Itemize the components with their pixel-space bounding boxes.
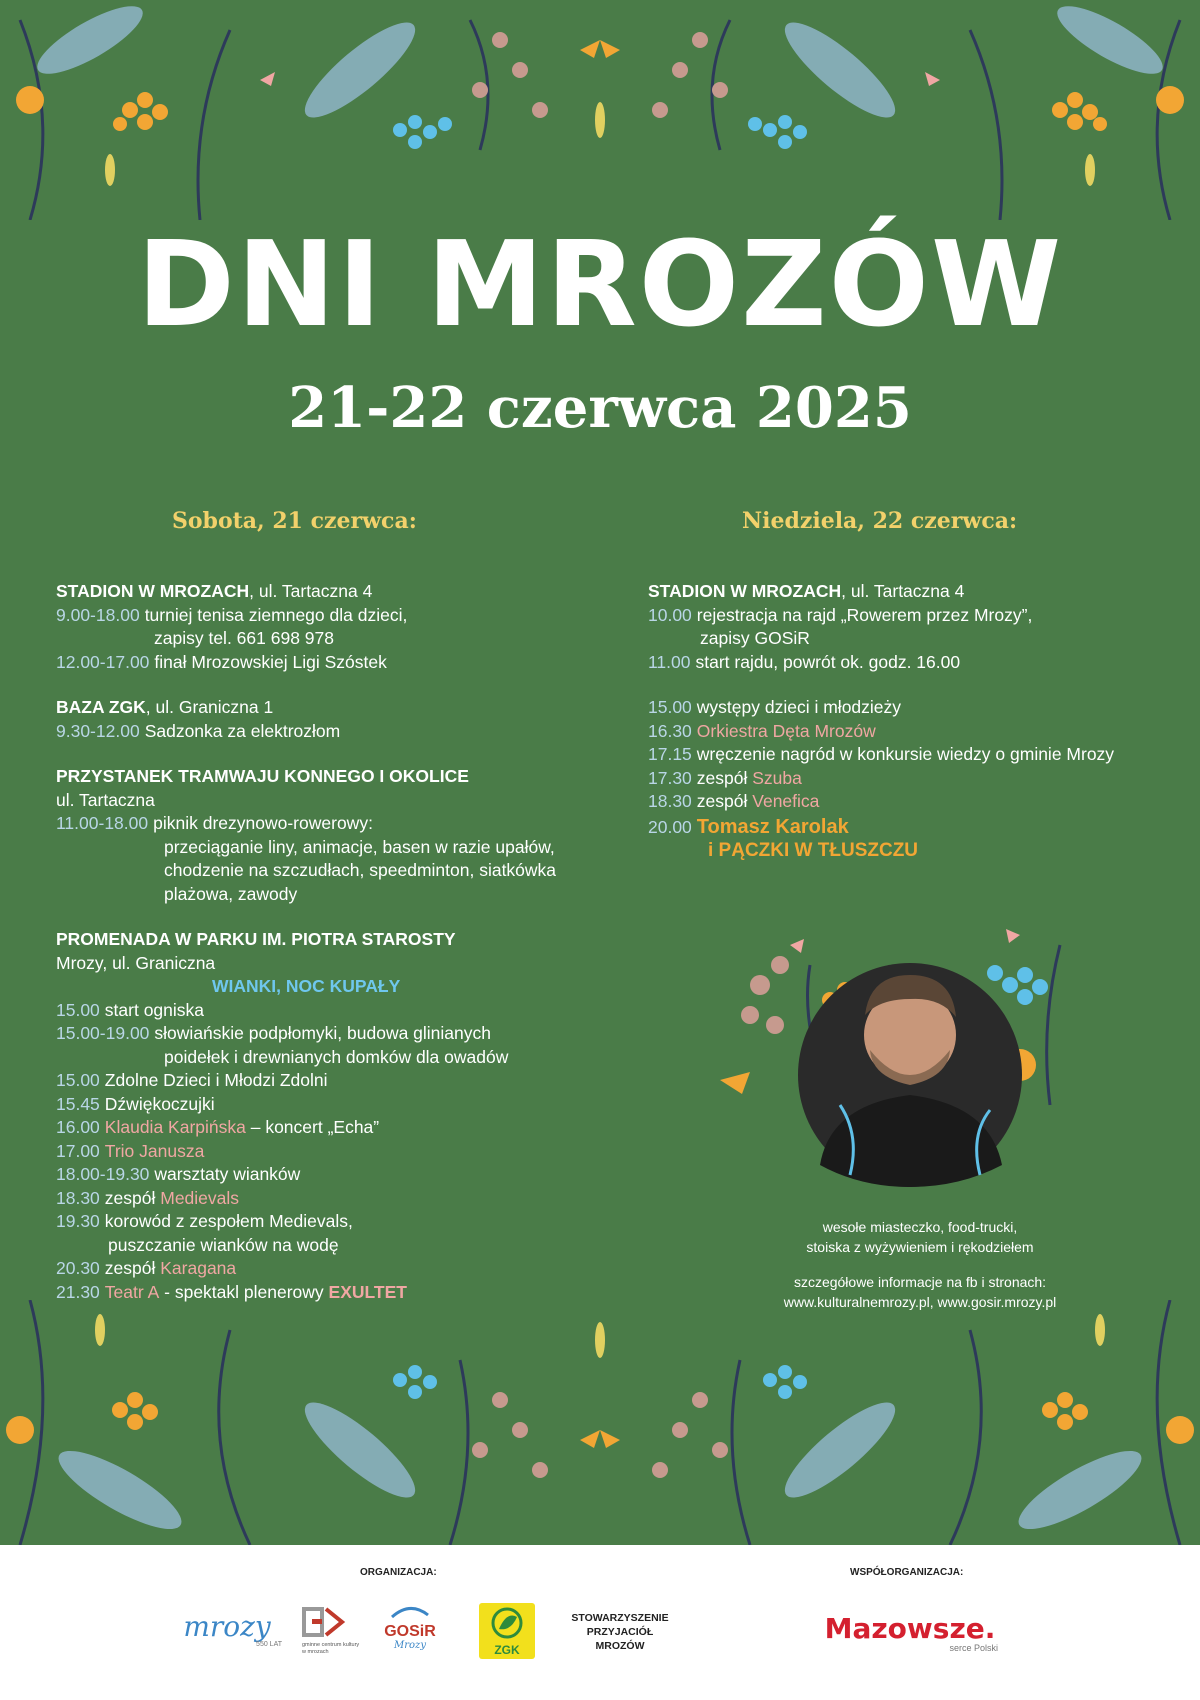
location-name: PRZYSTANEK TRAMWAJU KONNEGO I OKOLICE (56, 766, 469, 786)
logo-mazowsze-sub: serce Polski (949, 1643, 998, 1653)
event-text: - spektakl plenerowy (159, 1281, 329, 1302)
info-line: wesołe miasteczko, food-trucki, (822, 1219, 1018, 1235)
logo-mazowsze-text: Mazowsze. (824, 1612, 996, 1645)
time: 17.15 (648, 744, 692, 764)
event-title: DNI MROZÓW (136, 215, 1064, 353)
program-row (56, 651, 616, 675)
artist-name: Trio Janusza (104, 1140, 205, 1161)
logo-gosir-sub: Mrozy (394, 1640, 426, 1651)
event-text: warsztaty wianków (154, 1164, 301, 1184)
program-row (56, 1069, 616, 1093)
logo-mrozy-sub: 550 LAT (256, 1641, 282, 1648)
location-address: ul. Tartaczna (56, 789, 155, 810)
logo-stowarzyszenie (560, 1611, 680, 1653)
time: 16.30 (648, 720, 692, 741)
saturday-heading: Sobota, 21 czerwca: (172, 508, 417, 534)
info-attractions (690, 1217, 1150, 1257)
program-row (56, 1163, 616, 1187)
logo-mrozy-text: mrozy (183, 1610, 271, 1643)
program-row (648, 743, 1168, 767)
time: 12.00-17.00 (56, 651, 150, 672)
event-text: rejestracja na rajd „Rowerem przez Mrozy”, (696, 604, 1033, 625)
event-text: występy dzieci i młodzieży (696, 697, 902, 717)
program-row-continuation: puszczanie wianków na wodę (108, 1234, 339, 1255)
event-text: piknik drezynowo-rowerowy: (153, 813, 373, 833)
logo-gck-text: gminne centrum kultury w mrozach (302, 1642, 360, 1655)
location-name: STADION W MROZACH (648, 581, 842, 601)
event-text: wręczenie nagród w konkursie wiedzy o gminie Mrozy (696, 744, 1115, 764)
section-przystanek (56, 765, 616, 906)
headliner-name: Tomasz Karolak (696, 815, 849, 838)
location-name: PROMENADA W PARKU IM. PIOTRA STAROSTY (56, 929, 456, 949)
program-row (56, 1281, 616, 1305)
time: 10.00 (648, 604, 692, 625)
time: 15.00-19.00 (56, 1023, 150, 1043)
program-row (56, 1022, 616, 1046)
logo-zgk (479, 1603, 535, 1659)
program-row (648, 767, 1168, 791)
program-row (56, 1187, 616, 1211)
section-baza-zgk (56, 696, 616, 743)
time: 18.00-19.30 (56, 1164, 150, 1184)
assoc-line: MROZÓW (595, 1640, 645, 1652)
logo-mrozy (172, 1610, 282, 1648)
time: 18.30 (56, 1187, 100, 1208)
program-row (56, 812, 616, 836)
time: 17.00 (56, 1140, 100, 1161)
event-text: zespół (696, 791, 753, 811)
logo-gck (302, 1607, 362, 1656)
zgk-leaf-icon (487, 1607, 527, 1639)
event-text: korowód z zespołem Medievals, (104, 1211, 353, 1231)
event-text: turniej tenisa ziemnego dla dzieci, (144, 604, 408, 625)
location-name: BAZA ZGK (56, 697, 146, 717)
program-row (648, 604, 1168, 628)
program-row (648, 651, 1168, 675)
time: 11.00 (648, 651, 691, 672)
play-title: EXULTET (328, 1281, 407, 1302)
info-line: stoiska z wyżywieniem i rękodziełem (806, 1239, 1034, 1255)
highlight-wianki: WIANKI, NOC KUPAŁY (212, 976, 401, 996)
time: 20.30 (56, 1258, 100, 1278)
gosir-swoosh-icon (390, 1605, 430, 1619)
artist-name: Teatr A (104, 1281, 160, 1302)
assoc-line: PRZYJACIÓŁ (586, 1626, 654, 1638)
program-row-continuation: plażowa, zawody (164, 883, 298, 904)
event-text: Dźwiękoczujki (104, 1093, 215, 1114)
program-row (56, 720, 616, 744)
event-text: zespół (696, 767, 753, 788)
event-text: Zdolne Dzieci i Młodzi Zdolni (104, 1070, 328, 1090)
time: 9.30-12.00 (56, 720, 140, 741)
artist-photo (720, 905, 1100, 1205)
section-stadion-sunday (648, 580, 1168, 674)
assoc-line: STOWARZYSZENIE (571, 1612, 669, 1624)
organization-label: ORGANIZACJA: (360, 1567, 437, 1578)
event-text: zespół (104, 1187, 161, 1208)
time: 15.00 (56, 1070, 100, 1090)
program-row (56, 604, 616, 628)
logo-gosir-text: GOSiR (384, 1623, 436, 1640)
event-text: start rajdu, powrót ok. godz. 16.00 (695, 651, 961, 672)
logo-gosir (374, 1605, 446, 1651)
time: 19.30 (56, 1211, 100, 1231)
artist-name: Karagana (160, 1258, 237, 1278)
artist-name: Klaudia Karpińska (104, 1117, 246, 1137)
program-row-continuation: przeciąganie liny, animacje, basen w razie upałów, (164, 836, 555, 857)
gck-mark-icon (302, 1607, 346, 1637)
program-row (56, 1116, 616, 1140)
event-dates: 21-22 czerwca 2025 (288, 375, 912, 441)
location-address: Mrozy, ul. Graniczna (56, 952, 216, 973)
floral-decoration-bottom (0, 1300, 1200, 1545)
location-address: , ul. Graniczna 1 (145, 697, 274, 717)
section-promenada (56, 928, 616, 1304)
program-row (648, 790, 1168, 814)
floral-decoration-top (0, 0, 1200, 220)
time: 21.30 (56, 1281, 100, 1302)
location-address: , ul. Tartaczna 4 (841, 581, 965, 601)
section-stadion (56, 580, 616, 674)
coorganization-label: WSPÓŁORGANIZACJA: (850, 1567, 964, 1578)
time: 17.30 (648, 767, 692, 788)
event-text: finał Mrozowskiej Ligi Szóstek (154, 651, 387, 672)
program-row (56, 1210, 616, 1234)
artist-name: Szuba (752, 767, 802, 788)
location-address: , ul. Tartaczna 4 (249, 581, 373, 601)
logo-mazowsze (810, 1612, 1010, 1653)
artist-name: Medievals (160, 1187, 240, 1208)
info-websites (690, 1272, 1150, 1312)
event-text: słowiańskie podpłomyki, budowa glinianych (154, 1023, 491, 1043)
time: 20.00 (648, 816, 692, 837)
time: 15.45 (56, 1093, 100, 1114)
program-row (56, 1257, 616, 1281)
footer-sponsors (0, 1545, 1200, 1700)
program-row (648, 720, 1168, 744)
time: 18.30 (648, 791, 692, 811)
headliner-band: i PĄCZKI W TŁUSZCZU (708, 840, 919, 861)
headliner-row (648, 816, 1168, 840)
program-row (56, 1140, 616, 1164)
program-row (648, 696, 1168, 720)
sunday-heading: Niedziela, 22 czerwca: (742, 508, 1018, 534)
program-row (56, 1093, 616, 1117)
time: 15.00 (56, 999, 100, 1020)
website-links[interactable]: www.kulturalnemrozy.pl, www.gosir.mrozy.pl (783, 1294, 1057, 1310)
artist-name: Orkiestra Dęta Mrozów (696, 720, 876, 741)
event-text: – koncert „Echa” (245, 1117, 380, 1137)
time: 11.00-18.00 (56, 813, 149, 833)
time: 15.00 (648, 697, 692, 717)
program-row-continuation: poidełek i drewnianych domków dla owadów (164, 1046, 509, 1067)
event-text: start ogniska (104, 999, 205, 1020)
logo-zgk-text: ZGK (494, 1643, 520, 1657)
program-row-continuation: zapisy GOSiR (700, 628, 810, 648)
sunday-program (648, 580, 1168, 863)
artist-name: Venefica (752, 791, 820, 811)
event-text: zespół (104, 1258, 161, 1278)
program-row (56, 999, 616, 1023)
time: 9.00-18.00 (56, 604, 140, 625)
info-line: szczegółowe informacje na fb i stronach: (793, 1274, 1047, 1290)
location-name: STADION W MROZACH (56, 581, 250, 601)
saturday-program (56, 580, 616, 1326)
time: 16.00 (56, 1117, 100, 1137)
section-concerts-sunday (648, 696, 1168, 863)
event-text: Sadzonka za elektrozłom (144, 720, 341, 741)
program-row-continuation: chodzenie na szczudłach, speedminton, siatkówka (164, 860, 557, 880)
program-row-continuation: zapisy tel. 661 698 978 (154, 628, 334, 648)
